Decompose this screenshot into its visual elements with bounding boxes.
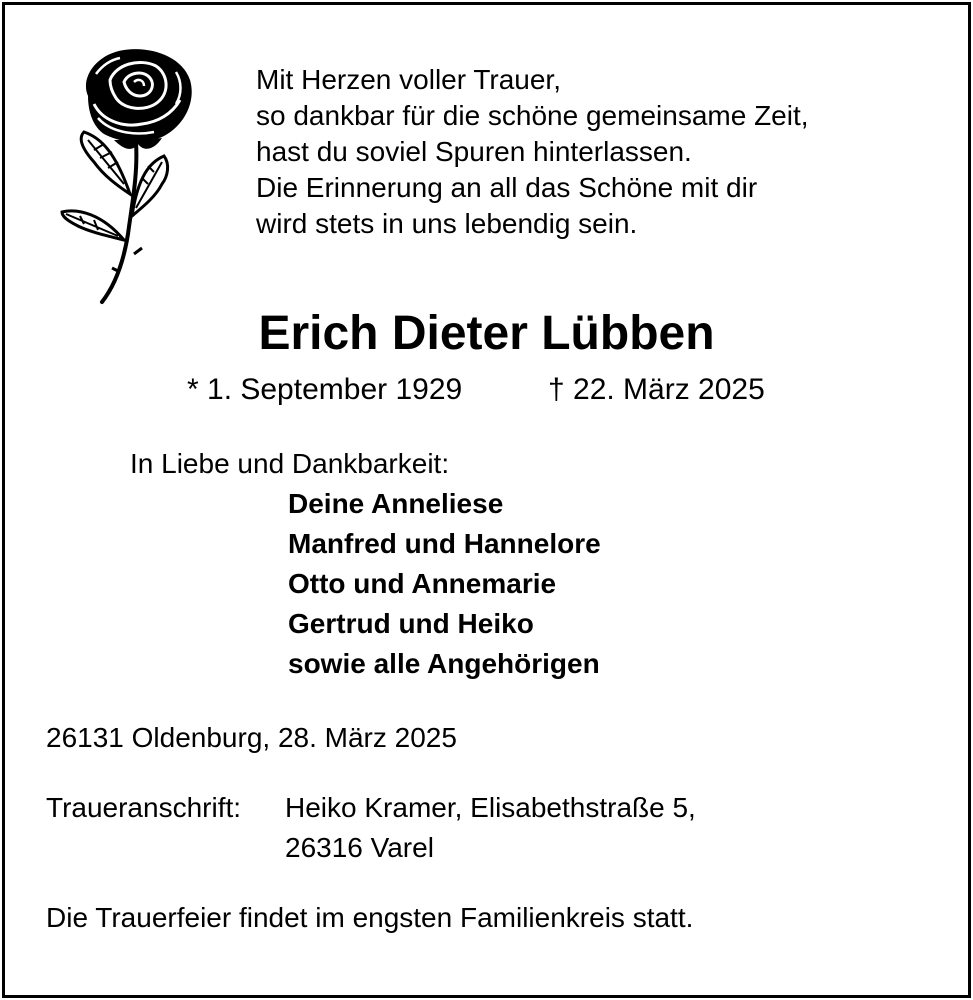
mourners-intro: In Liebe und Dankbarkeit:	[130, 448, 450, 479]
poem-line: hast du soviel Spuren hinterlassen.	[256, 136, 692, 167]
poem-line: so dankbar für die schöne gemeinsame Zeit,	[256, 100, 809, 131]
poem	[256, 62, 809, 242]
poem-line: Die Erinnerung an all das Schöne mit dir	[256, 172, 758, 203]
rose-icon	[58, 44, 198, 306]
death-date: † 22. März 2025	[548, 373, 765, 406]
mourning-address	[285, 788, 696, 868]
poem-line: Mit Herzen voller Trauer,	[256, 64, 561, 95]
mourners-list	[288, 484, 601, 684]
mourner-name: Deine Anneliese	[288, 488, 504, 519]
address-line: 26316 Varel	[285, 832, 434, 863]
deceased-name: Erich Dieter Lübben	[258, 307, 715, 360]
mourner-name: sowie alle Angehörigen	[288, 648, 600, 679]
poem-line: wird stets in uns lebendig sein.	[256, 208, 638, 239]
place-date: 26131 Oldenburg, 28. März 2025	[46, 722, 457, 753]
mourner-name: Manfred und Hannelore	[288, 528, 601, 559]
birth-date: * 1. September 1929	[187, 373, 463, 406]
mourner-name: Otto und Annemarie	[288, 568, 557, 599]
ceremony-note: Die Trauerfeier findet im engsten Familienkreis statt.	[46, 902, 694, 933]
address-line: Heiko Kramer, Elisabethstraße 5,	[285, 792, 696, 823]
mourner-name: Gertrud und Heiko	[288, 608, 534, 639]
address-label: Traueranschrift:	[46, 792, 242, 823]
